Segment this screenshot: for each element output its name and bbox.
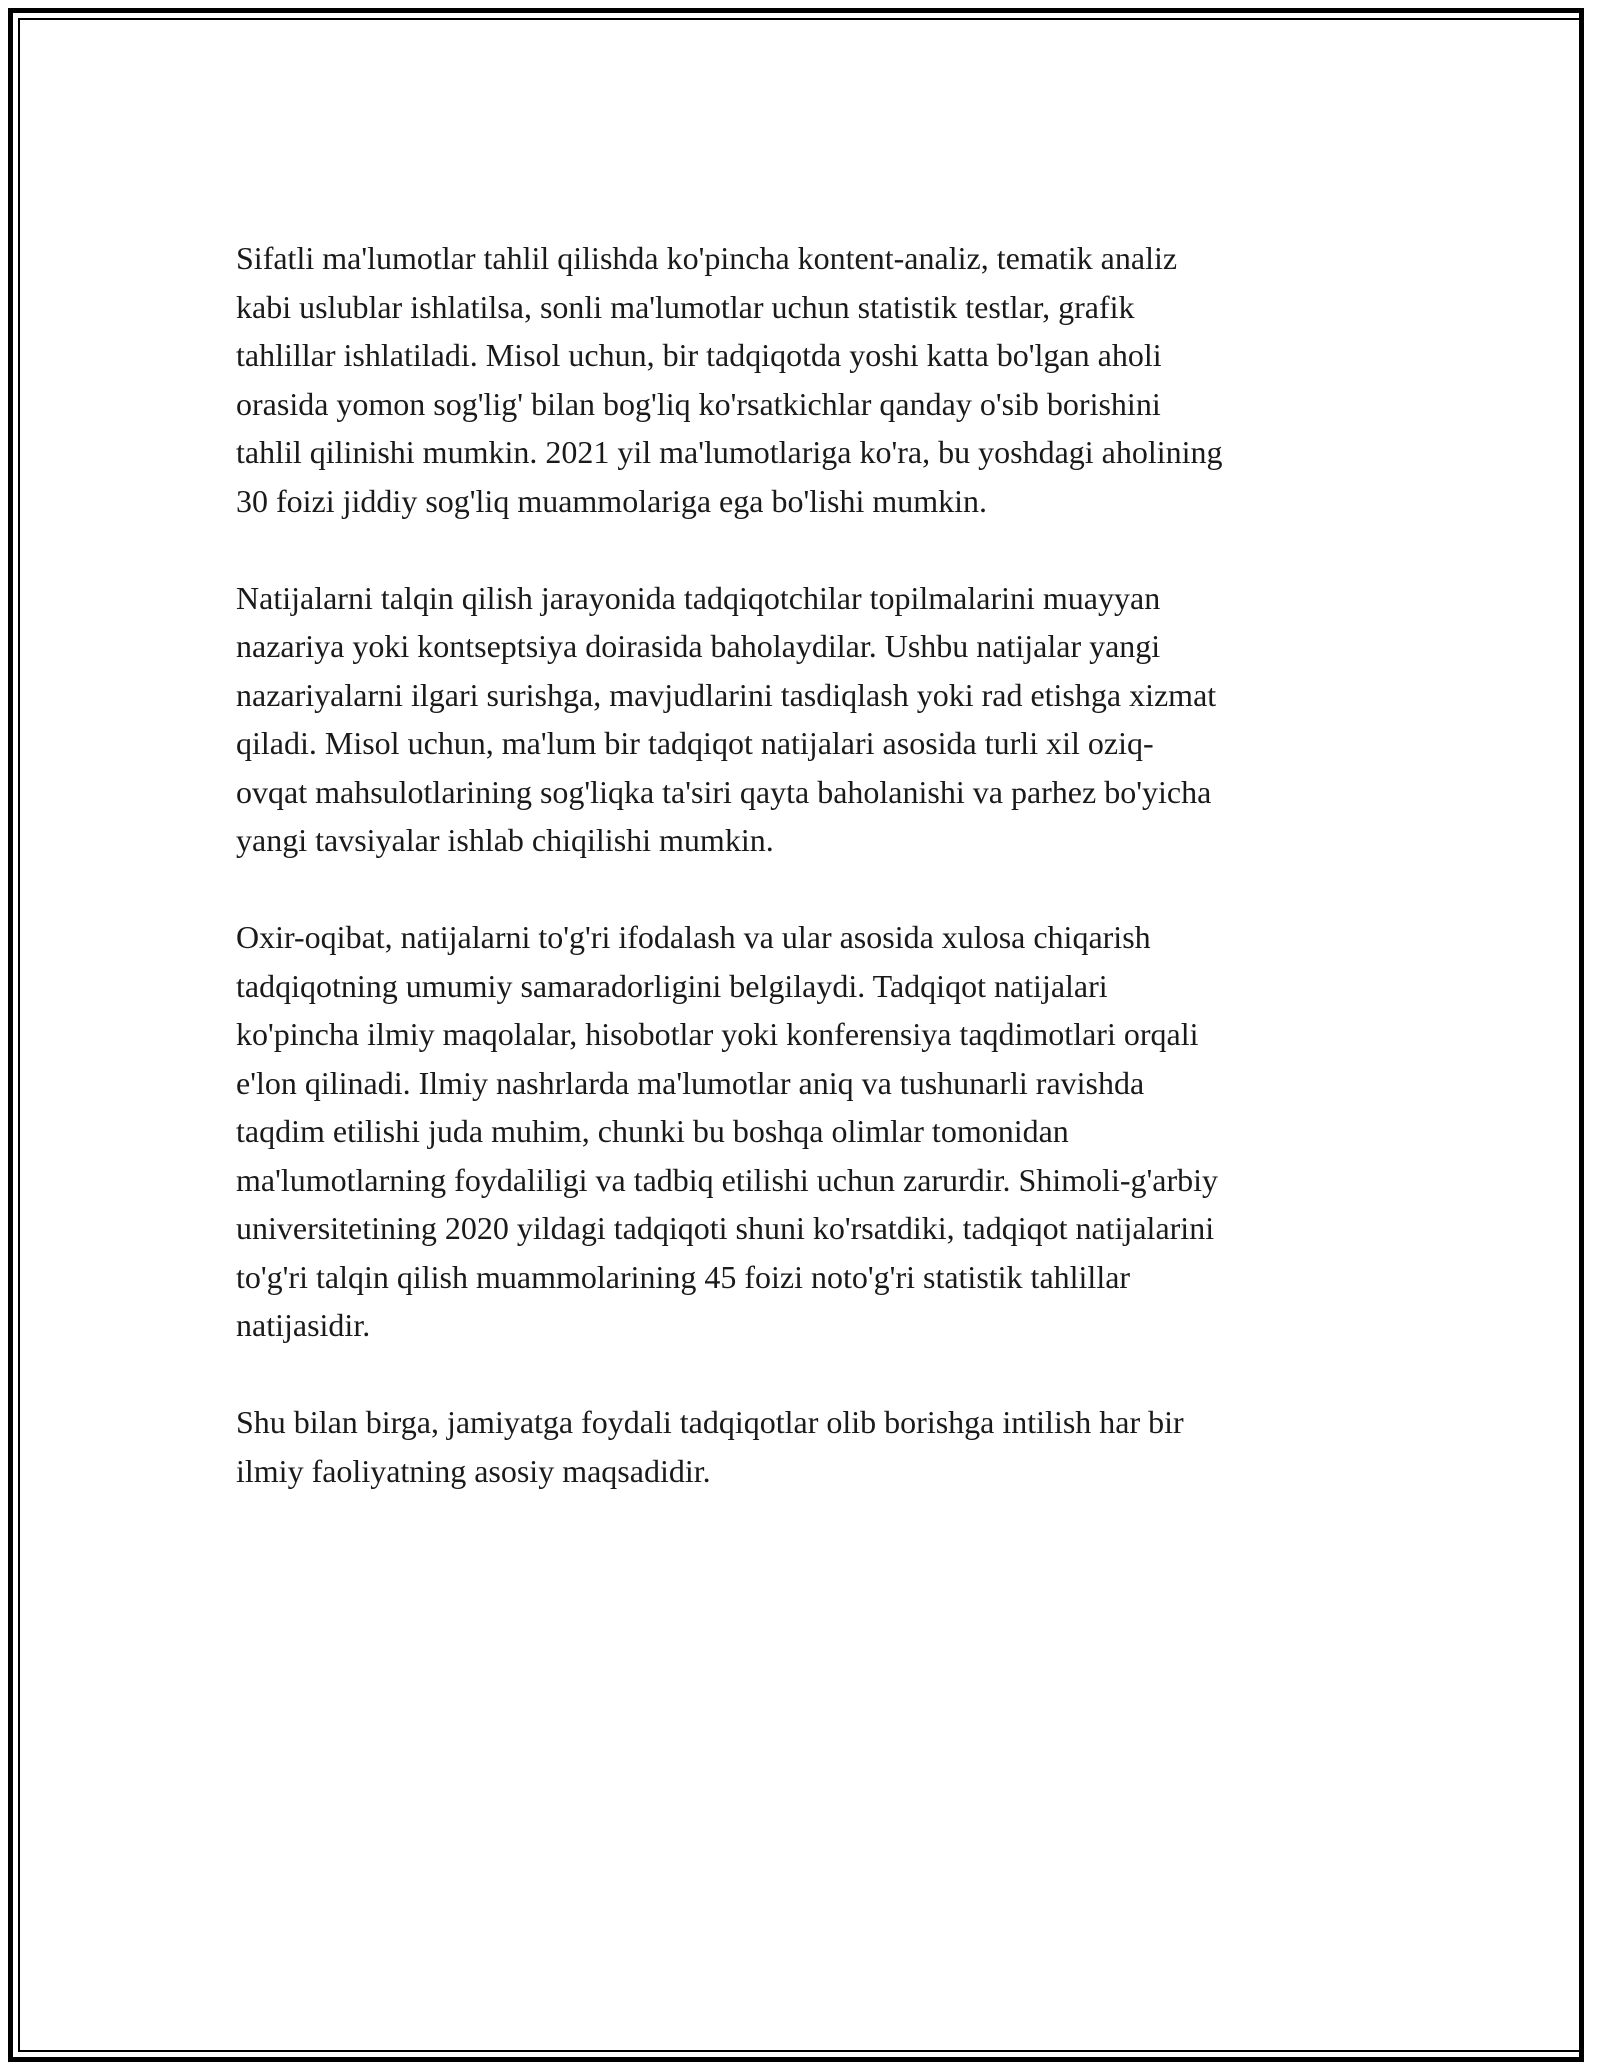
text-line: orasida yomon sog'lig' bilan bog'liq ko'rsatkichlar qanday o'sib borishini (236, 385, 1161, 422)
text-line: ko'pincha ilmiy maqolalar, hisobotlar yoki konferensiya taqdimotlari orqali (236, 1016, 1199, 1052)
text-line: 30 foizi jiddiy sog'liq muammolariga ega bo'lishi mumkin. (236, 482, 987, 519)
text-line: to'g'ri talqin qilish muammolarining 45 foizi noto'g'ri statistik tahlillar (236, 1258, 1131, 1295)
text-line: tahlillar ishlatiladi. Misol uchun, bir tadqiqotda yoshi katta bo'lgan aholi (236, 337, 1162, 373)
text-line: qiladi. Misol uchun, ma'lum bir tadqiqot natijalari asosida turli xil oziq- (236, 725, 1154, 761)
paragraph-4 (236, 1398, 1376, 1495)
text-line: tadqiqotning umumiy samaradorligini belgilaydi. Tadqiqot natijalari (236, 967, 1108, 1004)
text-line: Natijalarni talqin qilish jarayonida tadqiqotchilar topilmalarini muayyan (236, 579, 1161, 616)
text-line: ma'lumotlarning foydaliligi va tadbiq etilishi uchun zarurdir. Shimoli-g'arbiy (236, 1161, 1219, 1198)
text-line: Sifatli ma'lumotlar tahlil qilishda ko'pincha kontent-analiz, tematik analiz (236, 240, 1178, 276)
text-line: universitetining 2020 yildagi tadqiqoti shuni ko'rsatdiki, tadqiqot natijalarini (236, 1210, 1215, 1246)
text-line: Shu bilan birga, jamiyatga foydali tadqiqotlar olib borishga intilish har bir (236, 1404, 1184, 1440)
text-line: nazariyalarni ilgari surishga, mavjudlarini tasdiqlash yoki rad etishga xizmat (236, 676, 1217, 713)
text-line: ovqat mahsulotlarining sog'liqka ta'siri qayta baholanishi va parhez bo'yicha (236, 773, 1212, 810)
paragraph-3 (236, 913, 1376, 1350)
text-line: Oxir-oqibat, natijalarni to'g'ri ifodalash va ular asosida xulosa chiqarish (236, 919, 1151, 955)
paragraph-2 (236, 574, 1376, 865)
text-line: e'lon qilinadi. Ilmiy nashrlarda ma'lumotlar aniq va tushunarli ravishda (236, 1064, 1145, 1101)
text-line: nazariya yoki kontseptsiya doirasida baholaydilar. Ushbu natijalar yangi (236, 628, 1161, 664)
paragraph-1 (236, 234, 1376, 525)
text-line: kabi uslublar ishlatilsa, sonli ma'lumotlar uchun statistik testlar, grafik (236, 288, 1135, 325)
text-line: natijasidir. (236, 1307, 371, 1343)
text-line: tahlil qilinishi mumkin. 2021 yil ma'lumotlariga ko'ra, bu yoshdagi aholining (236, 434, 1223, 470)
document-body (236, 234, 1376, 1544)
text-line: taqdim etilishi juda muhim, chunki bu boshqa olimlar tomonidan (236, 1113, 1069, 1149)
text-line: ilmiy faoliyatning asosiy maqsadidir. (236, 1452, 711, 1489)
text-line: yangi tavsiyalar ishlab chiqilishi mumkin. (236, 822, 774, 858)
